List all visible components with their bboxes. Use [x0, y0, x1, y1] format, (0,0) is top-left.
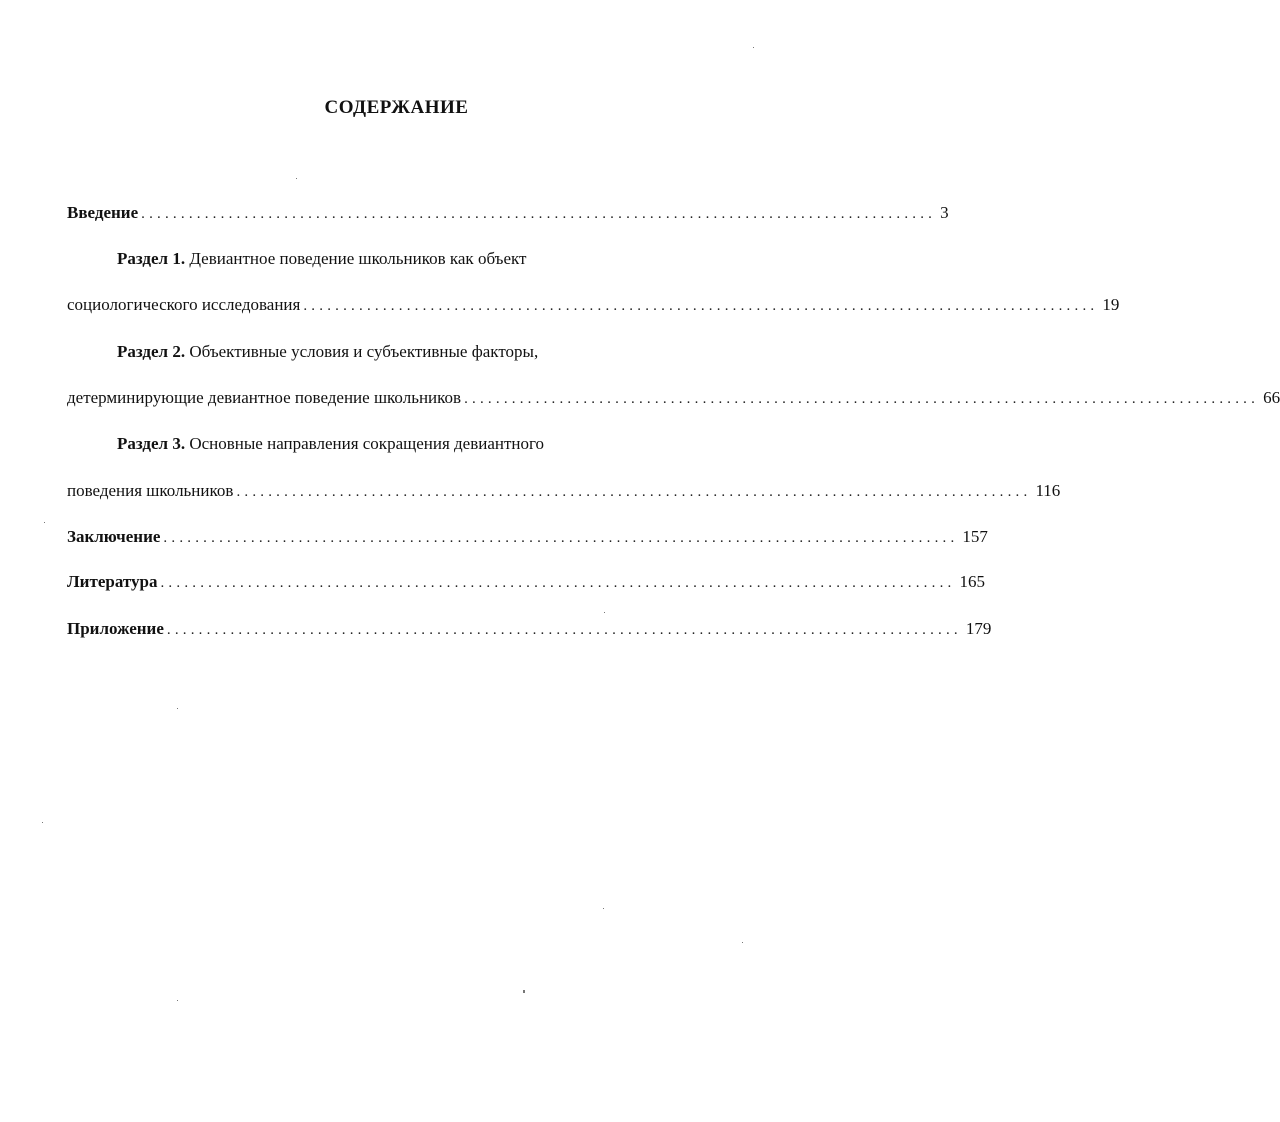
toc-entry-conclusion[interactable]: [67, 524, 988, 548]
toc-entry-section3-prefix: Раздел 3.: [117, 434, 186, 453]
toc-entry-section1-heading[interactable]: [117, 248, 526, 270]
dot-leader: ....................................................................................................: [303, 298, 1099, 314]
dot-leader: ....................................................................................................: [166, 622, 962, 638]
scan-speck: [177, 708, 178, 709]
toc-entry-section3[interactable]: [67, 478, 1061, 502]
toc-entry-section1-title-cont: социологического исследования: [67, 295, 301, 314]
scan-speck: [604, 612, 605, 613]
toc-entry-section2-page: 66: [1263, 388, 1280, 407]
dot-leader: ....................................................................................................: [160, 575, 956, 591]
toc-entry-conclusion-page: 157: [962, 527, 988, 546]
toc-entry-appendix-page: 179: [965, 619, 992, 638]
toc-entry-intro-page: 3: [940, 203, 949, 222]
toc-entry-appendix[interactable]: [67, 616, 992, 640]
scan-speck: [603, 908, 604, 909]
dot-leader: ....................................................................................................: [163, 530, 959, 546]
toc-entry-appendix-label: Приложение: [67, 619, 164, 638]
dot-leader: ....................................................................................................: [236, 484, 1032, 500]
toc-entry-section2[interactable]: [67, 385, 1280, 409]
dot-leader: ....................................................................................................: [464, 391, 1260, 407]
toc-entry-section1-page: 19: [1102, 295, 1120, 314]
scan-speck: [296, 178, 297, 179]
toc-entry-section2-heading[interactable]: [117, 341, 538, 363]
toc-entry-section3-heading[interactable]: [117, 433, 544, 455]
toc-entry-literature-page: 165: [959, 572, 985, 591]
toc-entry-intro[interactable]: [67, 200, 949, 224]
toc-entry-section2-title: Объективные условия и субъективные факторы,: [185, 342, 539, 361]
toc-entry-section2-prefix: Раздел 2.: [117, 342, 186, 361]
toc-entry-section1-prefix: Раздел 1.: [117, 249, 186, 268]
toc-entry-section1-title: Девиантное поведение школьников как объект: [185, 249, 527, 268]
toc-entry-intro-label: Введение: [67, 203, 139, 222]
toc-entry-section2-title-cont: детерминирующие девиантное поведение школьников: [67, 388, 462, 407]
scan-speck: [42, 822, 43, 823]
page-title: СОДЕРЖАНИЕ: [324, 97, 469, 118]
dot-leader: ....................................................................................................: [141, 206, 937, 222]
scan-speck: [44, 522, 45, 523]
scan-speck: [742, 942, 743, 943]
scan-speck: [753, 47, 754, 48]
toc-entry-literature-label: Литература: [67, 572, 158, 591]
toc-entry-literature[interactable]: [67, 569, 985, 593]
scan-speck: [177, 1000, 178, 1001]
toc-entry-section3-title: Основные направления сокращения девиантного: [185, 434, 545, 453]
toc-entry-conclusion-label: Заключение: [67, 527, 161, 546]
toc-entry-section3-title-cont: поведения школьников: [67, 481, 234, 500]
toc-entry-section3-page: 116: [1035, 481, 1061, 500]
toc-entry-section1[interactable]: [67, 292, 1120, 316]
scan-speck: [523, 990, 525, 993]
